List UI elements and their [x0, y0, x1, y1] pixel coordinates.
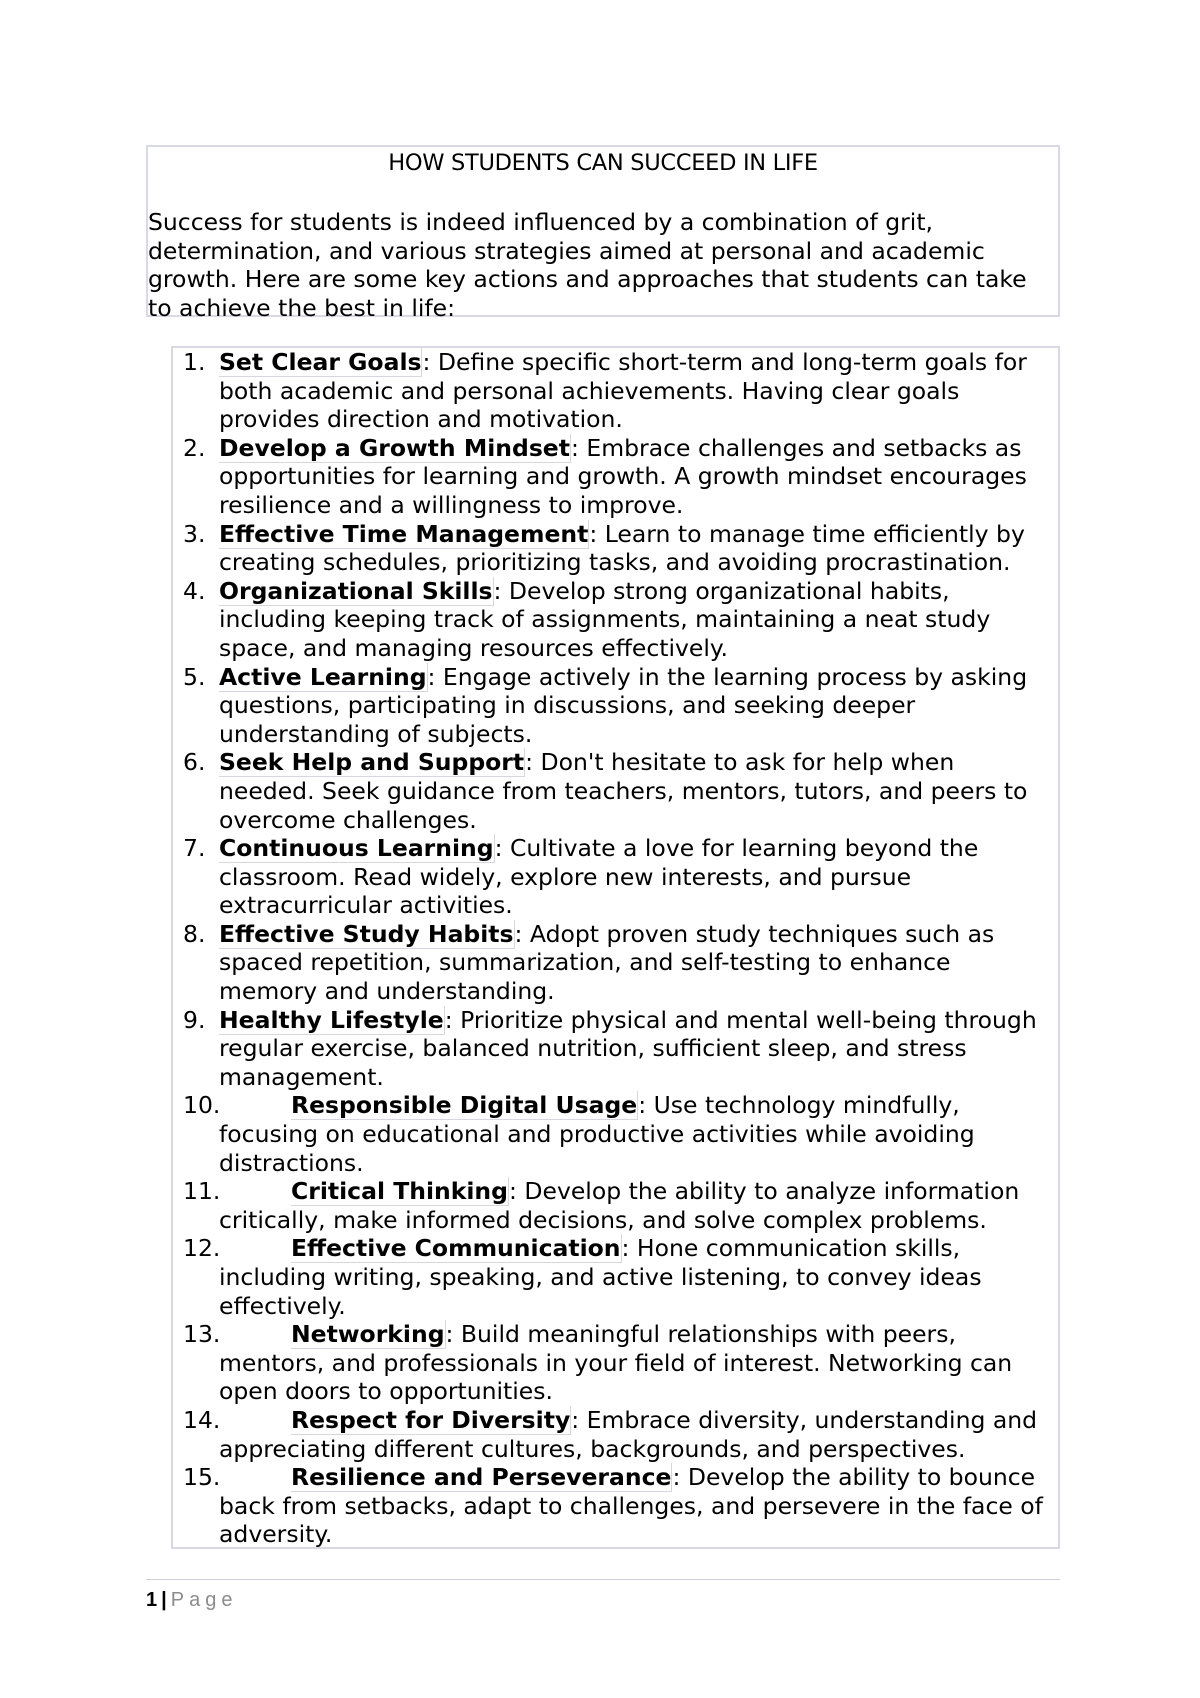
list-item-text: : Don't hesitate to ask for help when needed. Seek guidance from teachers, mentors, tutors, and peers to overcome challenges. — [219, 748, 1028, 834]
list-item-term: Organizational Skills — [219, 576, 493, 605]
list-item-text: : Use technology mindfully, focusing on educational and productive activities while avoiding distractions. — [219, 1091, 975, 1177]
list-item-term: Effective Time Management — [219, 519, 589, 548]
list-item-number: 14. — [183, 1405, 221, 1434]
list-item-term: Effective Study Habits — [219, 919, 514, 948]
intro-paragraph: Success for students is indeed influenced by a combination of grit, determination, and various strategies aimed at personal and academic growth. Here are some key actions and approaches that students can take to achieve the best in life: — [148, 208, 1027, 322]
list-item-number: 12. — [183, 1234, 221, 1263]
list-item-term: Healthy Lifestyle — [219, 1005, 444, 1034]
list-item — [173, 520, 1058, 577]
list-item-term: Set Clear Goals — [219, 348, 422, 376]
list-item-term: Critical Thinking — [291, 1177, 508, 1206]
list-item-number: 5. — [183, 662, 206, 691]
list-item-number: 9. — [183, 1005, 206, 1034]
page-title: HOW STUDENTS CAN SUCCEED IN LIFE — [388, 150, 818, 176]
list-box — [171, 346, 1060, 1549]
list-item-text: : Hone communication skills, including writing, speaking, and active listening, to convey ideas effectively. — [219, 1234, 982, 1320]
list-item-text: : Learn to manage time efficiently by creating schedules, prioritizing tasks, and avoiding procrastination. — [219, 519, 1025, 577]
list-item-number: 4. — [183, 576, 206, 605]
list-item — [173, 1320, 1058, 1406]
list-item-number: 10. — [183, 1091, 221, 1120]
footer-divider — [146, 1579, 1060, 1580]
list-item-term: Continuous Learning — [219, 834, 494, 863]
list-item-text: : Engage actively in the learning process by asking questions, participating in discussions, and seeking deeper understanding of subjects. — [219, 662, 1028, 748]
list-item — [173, 1006, 1058, 1092]
list-item-text: : Prioritize physical and mental well-being through regular exercise, balanced nutrition, sufficient sleep, and stress management. — [219, 1005, 1037, 1091]
list-item — [173, 1091, 1058, 1177]
list-item-text: : Define specific short-term and long-term goals for both academic and personal achievements. Having clear goals provides direction and motivation. — [219, 348, 1027, 434]
page-number: 1 — [146, 1589, 158, 1611]
list-item-text: : Cultivate a love for learning beyond the classroom. Read widely, explore new interests, and pursue extracurricular activities. — [219, 834, 979, 920]
list-item-number: 2. — [183, 433, 206, 462]
page-label: Page — [170, 1589, 238, 1611]
list-item-text: : Develop the ability to bounce back from setbacks, adapt to challenges, and persevere in the face of adversity. — [219, 1463, 1043, 1549]
list-item — [173, 1234, 1058, 1320]
list-item — [173, 663, 1058, 749]
list-item — [173, 434, 1058, 520]
list-item-text: : Adopt proven study techniques such as spaced repetition, summarization, and self-testing to enhance memory and understanding. — [219, 919, 995, 1006]
list-item — [173, 1177, 1058, 1234]
list-item-term: Seek Help and Support — [219, 748, 525, 777]
list-item-term: Resilience and Perseverance — [291, 1463, 672, 1492]
list-item-text: : Embrace diversity, understanding and appreciating different cultures, backgrounds, and perspectives. — [219, 1405, 1038, 1463]
list-item-number: 6. — [183, 748, 206, 777]
list-item-term: Networking — [291, 1320, 445, 1349]
list-item-term: Active Learning — [219, 662, 427, 691]
numbered-list — [173, 348, 1058, 1549]
list-item — [173, 748, 1058, 834]
list-item-number: 11. — [183, 1177, 221, 1206]
list-item-number: 8. — [183, 919, 206, 948]
list-item — [173, 1463, 1058, 1549]
list-item-text: : Embrace challenges and setbacks as opportunities for learning and growth. A growth mindset encourages resilience and a willingness to improve. — [219, 433, 1027, 519]
list-item — [173, 1406, 1058, 1463]
list-item-number: 3. — [183, 519, 206, 548]
list-item-term: Effective Communication — [291, 1234, 621, 1263]
list-item-number: 7. — [183, 834, 206, 863]
list-item — [173, 834, 1058, 920]
list-item-text: : Develop strong organizational habits, including keeping track of assignments, maintaining a neat study space, and managing resources effectively. — [219, 576, 991, 662]
list-item — [173, 920, 1058, 1006]
list-item-text: : Develop the ability to analyze information critically, make informed decisions, and solve complex problems. — [219, 1177, 1020, 1234]
list-item-number: 1. — [183, 348, 206, 376]
list-item-text: : Build meaningful relationships with peers, mentors, and professionals in your field of interest. Networking can open doors to opportunities. — [219, 1320, 1013, 1406]
list-item — [173, 348, 1058, 434]
list-item-number: 13. — [183, 1320, 221, 1349]
page-footer — [146, 1588, 237, 1612]
list-item-term: Responsible Digital Usage — [291, 1091, 638, 1120]
list-item-term: Respect for Diversity — [291, 1405, 571, 1434]
list-item-number: 15. — [183, 1463, 221, 1492]
intro-box — [146, 145, 1060, 322]
list-item-term: Develop a Growth Mindset — [219, 433, 570, 462]
footer-separator: | — [161, 1589, 167, 1611]
list-item — [173, 577, 1058, 663]
